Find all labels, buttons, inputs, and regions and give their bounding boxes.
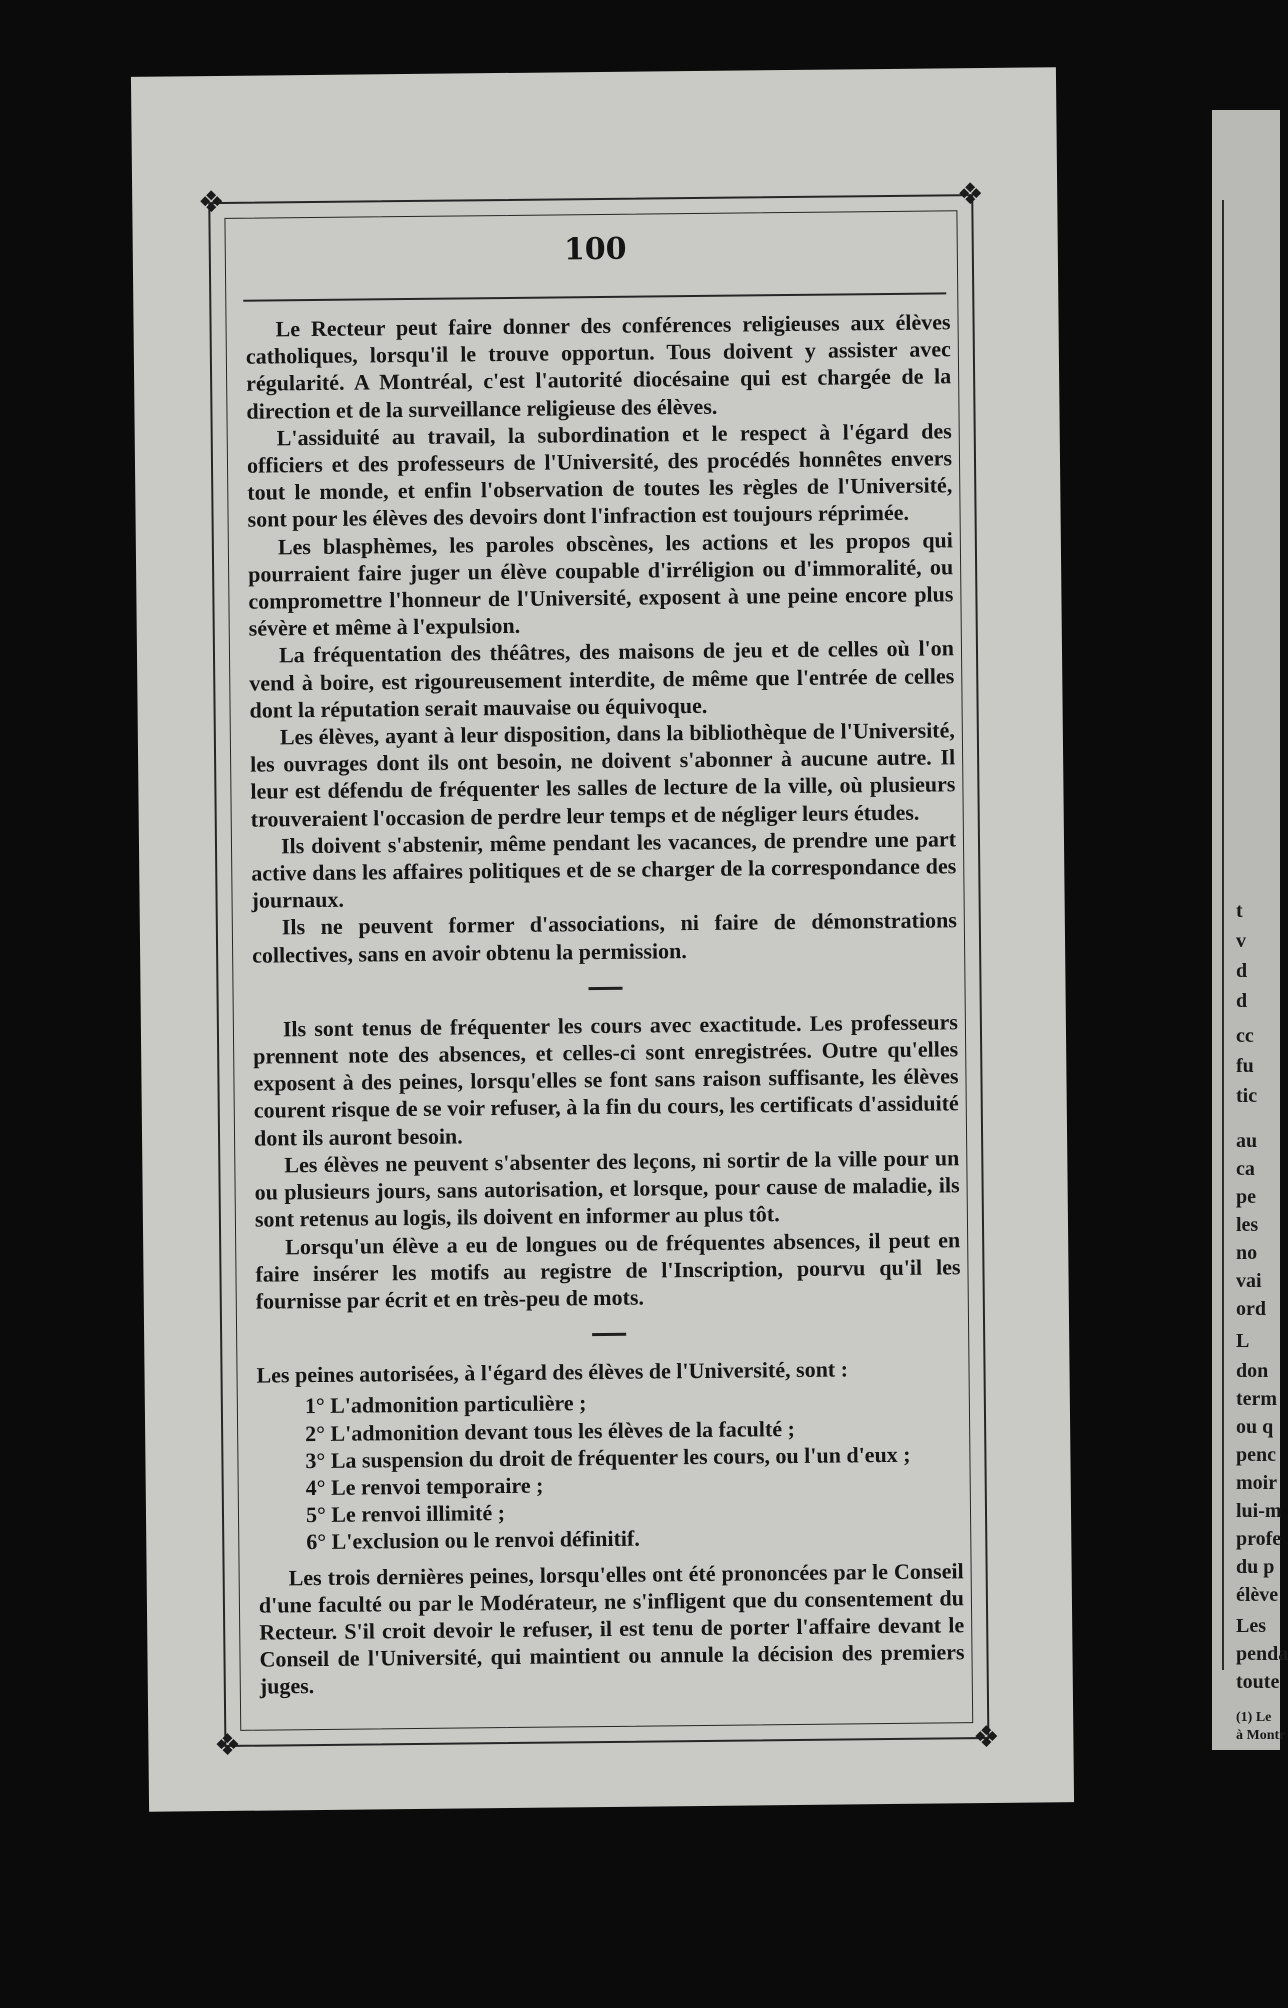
adjacent-text-fragment: toute: [1236, 1671, 1280, 1693]
paragraph: Les élèves ne peuvent s'absenter des leçons, ni sortir de la ville pour un ou plusieurs jours, sans autorisation, et lorsque, pour cause de maladie, ils sont retenus au logis, ils doivent en informer au plus tôt.: [254, 1145, 960, 1232]
section-separator: [592, 1333, 626, 1336]
adjacent-text-fragment: (1) Le: [1236, 1710, 1272, 1725]
adjacent-text-fragment: term: [1236, 1388, 1278, 1410]
penalties-list: [257, 1386, 964, 1557]
adjacent-text-fragment: L: [1236, 1330, 1250, 1352]
adjacent-text-fragment: penc: [1236, 1444, 1276, 1466]
list-item: 3° La suspension du droit de fréquenter les cours, ou l'un d'eux ;: [305, 1441, 911, 1473]
list-item: 2° L'admonition devant tous les élèves de la faculté ;: [305, 1415, 795, 1446]
paragraph: Le Recteur peut faire donner des conférences religieuses aux élèves catholiques, lorsqu'il le trouve opportun. Tous doivent y assister avec régularité. A Montréal, c'est l'autorité diocésaine qui est chargée de la direction et de la surveillance religieuse des élèves.: [245, 309, 952, 424]
paragraph: Ils sont tenus de fréquenter les cours avec exactitude. Les professeurs prennent note des absences, et celles-ci sont enregistrées. Outre qu'elles exposent à des peines, lorsqu'elles se font sans raison suffisante, les élèves courent risque de se voir refuser, à la fin du cours, les certificats d'assiduité dont ils auront besoin.: [253, 1009, 959, 1151]
adjacent-text-fragment: profe: [1236, 1528, 1282, 1550]
adjacent-text-fragment: d: [1236, 990, 1248, 1012]
paragraph: Les blasphèmes, les paroles obscènes, les actions et les propos qui pourraient faire juger un élève coupable d'irréligion ou d'immoralité, ou compromettre l'honneur de l'Université, exposent à une peine encore plus sévère et même à l'expulsion.: [248, 526, 954, 641]
paragraph: Les élèves, ayant à leur disposition, dans la bibliothèque de l'Université, les ouvrages dont ils ont besoin, ne doivent s'abonner à aucune autre. Il leur est défendu de fréquenter les salles de lecture de la ville, où plusieurs trouveraient l'occasion de perdre leur temps et de négliger leurs études.: [250, 717, 956, 832]
adjacent-text-fragment: ord: [1236, 1298, 1266, 1320]
adjacent-text-fragment: t: [1236, 900, 1243, 922]
adjacent-text-fragment: du p: [1236, 1556, 1275, 1578]
closing-paragraph: Les trois dernières peines, lorsqu'elles ont été prononcées par le Conseil d'une faculté ou par le Modérateur, ne s'infligent que du consentement du Recteur. S'il croit devoir le refuser, il est tenu de porter l'affaire devant le Conseil de l'Université, qui maintient ou annule la décision des premiers juges.: [258, 1557, 965, 1699]
section-separator: [588, 987, 622, 990]
adjacent-text-fragment: au: [1236, 1130, 1258, 1152]
adjacent-text-fragment: fu: [1236, 1055, 1254, 1077]
scanned-page: [131, 67, 1074, 1812]
paragraph: Lorsqu'un élève a eu de longues ou de fréquentes absences, il peut en faire insérer les motifs au registre de l'Inscription, pourvu qu'il les fournisse par écrit et en très-peu de mots.: [255, 1226, 961, 1314]
adjacent-text-fragment: tic: [1236, 1085, 1258, 1107]
corner-ornament-icon: ❖: [197, 184, 225, 221]
adjacent-text-fragment: don: [1236, 1360, 1269, 1382]
adjacent-text-fragment: pe: [1236, 1186, 1256, 1208]
adjacent-text-fragment: lui-m: [1236, 1500, 1282, 1522]
adjacent-page-edge: [1212, 110, 1288, 1750]
adjacent-text-fragment: élève: [1236, 1584, 1279, 1606]
adjacent-text-fragment: à Montr: [1236, 1728, 1286, 1743]
corner-ornament-icon: ❖: [213, 1727, 242, 1764]
adjacent-text-fragment: penda: [1236, 1643, 1288, 1665]
paragraph: Ils ne peuvent former d'associations, ni faire de démonstrations collectives, sans en avoir obtenu la permission.: [252, 907, 957, 968]
list-item: 5° Le renvoi illimité ;: [305, 1500, 506, 1528]
adjacent-text-fragment: moir: [1236, 1472, 1278, 1494]
paragraph: Ils doivent s'abstenir, même pendant les vacances, de prendre une part active dans les affaires politiques et de se charger de la correspondance des journaux.: [251, 826, 957, 913]
adjacent-text-fragment: no: [1236, 1242, 1258, 1264]
list-item: 4° Le renvoi temporaire ;: [305, 1472, 544, 1501]
adjacent-page-border: [1222, 200, 1224, 1670]
paragraph: L'assiduité au travail, la subordination et le respect à l'égard des officiers et des professeurs de l'Université, des procédés honnêtes envers tout le monde, et enfin l'observation de toutes les règles de l'Université, sont pour les élèves des devoirs dont l'infraction est toujours réprimée.: [246, 418, 953, 533]
adjacent-text-fragment: d: [1236, 960, 1248, 982]
adjacent-text-fragment: v: [1236, 930, 1246, 952]
adjacent-text-fragment: vai: [1236, 1270, 1262, 1292]
page-number: 100: [563, 231, 627, 268]
adjacent-text-fragment: ou q: [1236, 1416, 1274, 1438]
list-item: 6° L'exclusion ou le renvoi définitif.: [306, 1525, 640, 1555]
adjacent-text-fragment: cc: [1236, 1025, 1254, 1047]
adjacent-text-fragment: Les: [1236, 1615, 1266, 1637]
corner-ornament-icon: ❖: [972, 1719, 1001, 1756]
corner-ornament-icon: ❖: [956, 176, 984, 213]
adjacent-text-fragment: ca: [1236, 1158, 1255, 1180]
page-text: [245, 308, 964, 1700]
adjacent-text-fragment: les: [1236, 1214, 1259, 1236]
penalties-intro: Les peines autorisées, à l'égard des élèves de l'Université, sont :: [256, 1356, 849, 1388]
list-item: 1° L'admonition particulière ;: [304, 1390, 587, 1419]
paragraph: La fréquentation des théâtres, des maisons de jeu et de celles où l'on vend à boire, est rigoureusement interdite, de même que l'entrée de celles dont la réputation serait mauvaise ou équivoque.: [249, 635, 955, 723]
